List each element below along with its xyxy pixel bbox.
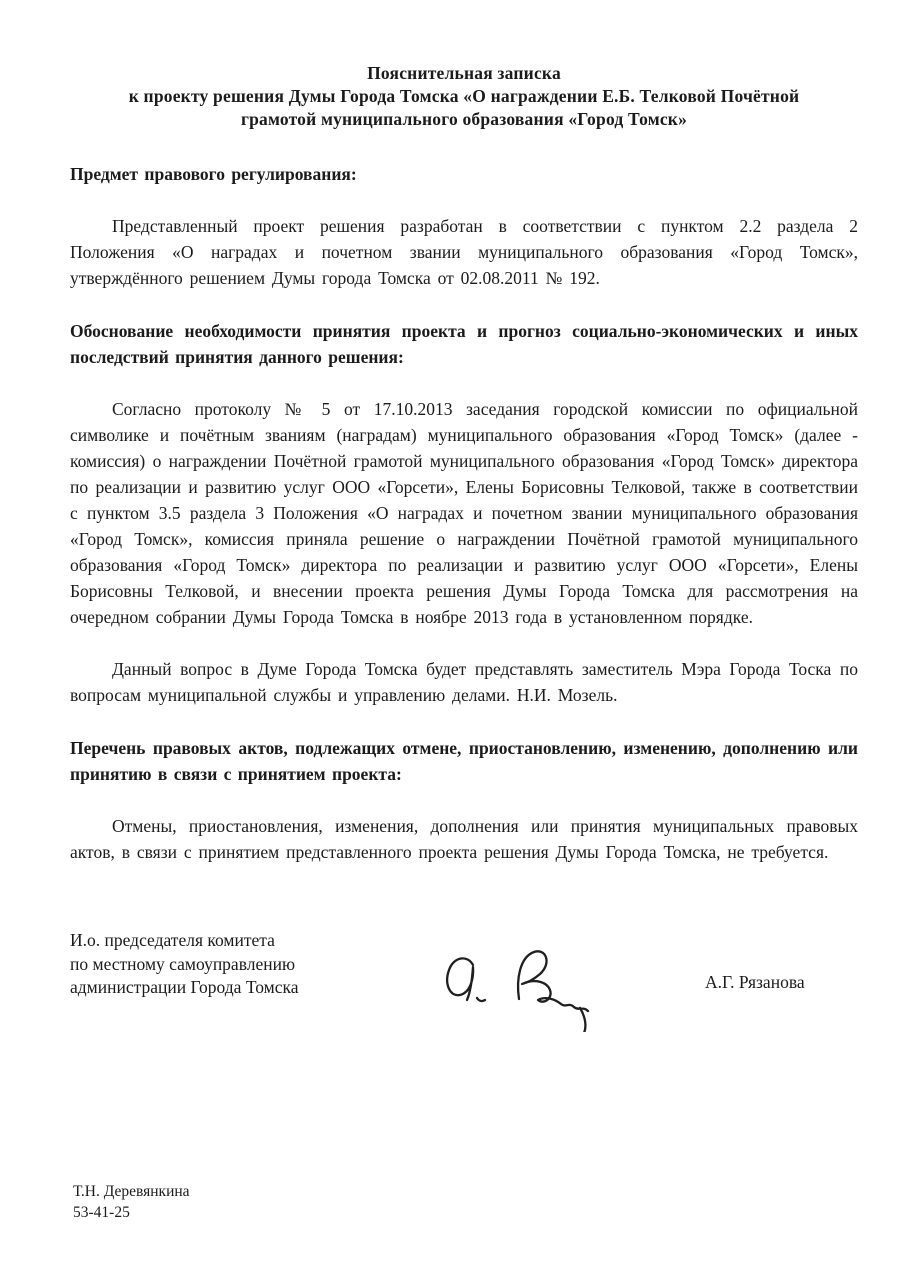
signer-position-line-1: И.о. председателя комитета: [70, 930, 275, 950]
signer-position: [70, 929, 298, 1000]
document-content: [70, 62, 858, 1044]
title-line-1: Пояснительная записка: [367, 63, 561, 83]
signer-position-line-3: администрации Города Томска: [70, 977, 299, 997]
document-title: [70, 62, 858, 131]
signer-name: А.Г. Рязанова: [705, 972, 805, 992]
handwritten-signature-icon: [432, 937, 607, 1032]
section-heading-subject: Предмет правового регулирования:: [70, 164, 357, 184]
paragraph-presenter: Данный вопрос в Думе Города Томска будет представлять заместитель Мэра Города Тоска по вопросам муниципальной службы и управлению делами. Н.И. Мозель.: [70, 659, 858, 705]
section-heading-rationale: Обоснование необходимости принятия проекта и прогноз социально-экономических и иных последствий принятия данного решения:: [70, 321, 858, 367]
title-line-2: к проекту решения Думы Города Томска «О награждении Е.Б. Телковой Почётной: [128, 86, 800, 106]
paragraph-acts: Отмены, приостановления, изменения, дополнения или принятия муниципальных правовых актов, в связи с принятием представленного проекта решения Думы Города Томска, не требуется.: [70, 816, 858, 862]
title-line-3: грамотой муниципального образования «Город Томск»: [240, 109, 688, 129]
executor-info: [73, 1181, 190, 1223]
executor-name: Т.Н. Деревянкина: [73, 1183, 190, 1200]
signature-block: [70, 929, 858, 1044]
paragraph-subject: Представленный проект решения разработан в соответствии с пунктом 2.2 раздела 2 Положения «О наградах и почетном звании муниципального образования «Город Томск», утверждённого решением Думы города Томска от 02.08.2011 № 192.: [70, 216, 858, 288]
executor-phone: 53-41-25: [73, 1204, 130, 1221]
signer-position-line-2: по местному самоуправлению: [70, 953, 296, 974]
paragraph-protocol: Согласно протоколу № 5 от 17.10.2013 заседания городской комиссии по официальной символике и почётным званиям (наградам) муниципального образования «Город Томск» (далее - комиссия) о награждении Почётной грамотой муниципального образования «Город Томск» директора по реализации и развитию услуг ООО «Горсети», Елены Борисовны Телковой, также в соответствии с пунктом 3.5 раздела 3 Положения «О наградах и почетном звании муниципального образования «Город Томск», комиссия приняла решение о награждении Почётной грамотой муниципального образования «Город Томск» директора по реализации и развитию услуг ООО «Горсети», Елены Борисовны Телковой, и внесении проекта решения Думы Города Томска для рассмотрения на очередном собрании Думы Города Томска в ноябре 2013 года в установленном порядке.: [70, 399, 858, 627]
section-heading-acts: Перечень правовых актов, подлежащих отмене, приостановлению, изменению, дополнению или принятию в связи с принятием проекта:: [70, 738, 858, 784]
